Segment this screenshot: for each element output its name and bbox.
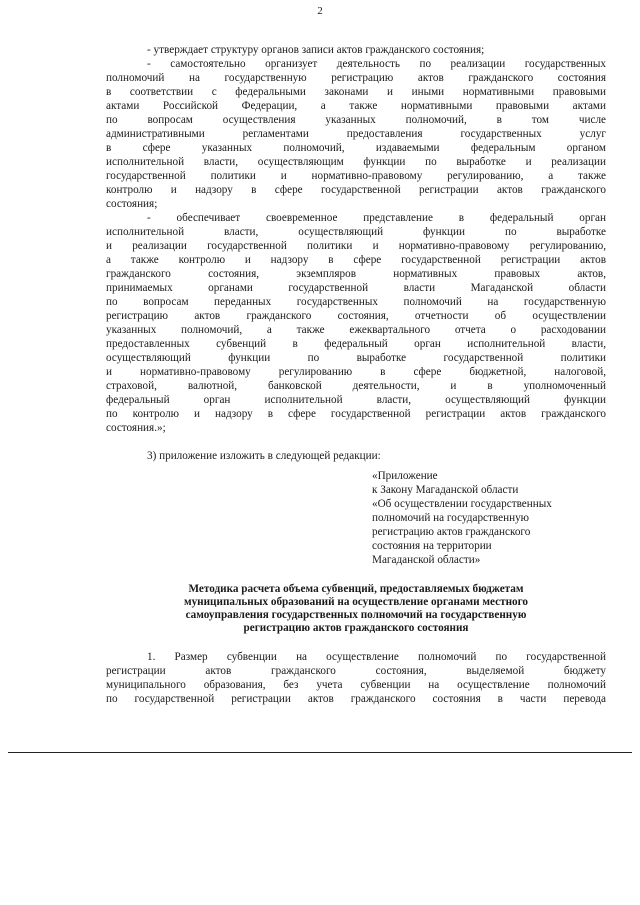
section-heading: регистрацию актов гражданского состояния [243,622,469,634]
text-line: контролю и надзору в сфере государственной регистрации актов гражданского [106,184,606,196]
text-line: 1. Размер субвенции на осуществление полномочий по государственной [147,651,606,663]
appendix-line: регистрацию актов гражданского [372,526,531,538]
text-line: - утверждает структуру органов записи актов гражданского состояния; [147,44,485,56]
text-line: исполнительной власти, осуществляющим функции по выработке и реализации [106,156,606,168]
text-line: состояния; [106,198,158,210]
text-line: - обеспечивает своевременное представление в федеральный орган [147,212,606,224]
text-line: страховой, валютной, банковской деятельности, и в уполномоченный [106,380,606,392]
text-line: государственной политики и нормативно-правовому регулированию, а также [106,170,606,182]
text-line: предоставленных субвенций в федеральный орган исполнительной власти, [106,338,606,350]
section-heading: муниципальных образований на осуществление органами местного [183,596,529,608]
text-line: по вопросам осуществления указанных полномочий, в том числе [106,114,606,126]
text-line: а также контролю и надзору в сфере государственной регистрации актов [106,254,606,266]
text-line: регистрацию актов гражданского состояния, отчетности об осуществлении [106,310,606,322]
appendix-line: «Приложение [372,470,438,482]
text-line: указанных полномочий, а также ежеквартального отчета о расходовании [106,324,606,336]
text-line: и реализации государственной политики и нормативно-правовому регулированию, [106,240,606,252]
appendix-line: Магаданской области» [372,554,481,566]
page-divider [8,752,632,753]
text-line: муниципального образования, без учета субвенции на осуществление полномочий [106,679,606,691]
text-line: гражданского состояния, экземпляров нормативных правовых актов, [106,268,606,280]
text-line: федеральный орган исполнительной власти, осуществляющий функции [106,394,606,406]
appendix-line: «Об осуществлении государственных [372,498,552,510]
text-line: - самостоятельно организует деятельность по реализации государственных [147,58,606,70]
appendix-line: к Закону Магаданской области [372,484,519,496]
text-line: по государственной регистрации актов гражданского состояния в части перевода [106,693,606,705]
text-line: осуществляющий функции по выработке государственной политики [106,352,606,364]
appendix-line: состояния на территории [372,540,492,552]
text-line: полномочий на государственную регистрацию актов гражданского состояния [106,72,606,84]
text-line: состояния.»; [106,422,166,434]
text-line: по контролю и надзору в сфере государственной регистрации актов гражданского [106,408,606,420]
text-line: в сфере указанных полномочий, издаваемыми федеральным органом [106,142,606,154]
text-line: 3) приложение изложить в следующей редакции: [147,450,381,462]
text-line: административными регламентами предоставления государственных услуг [106,128,606,140]
text-line: по вопросам переданных государственных полномочий на государственную [106,296,606,308]
section-heading: Методика расчета объема субвенций, предоставляемых бюджетам [188,583,524,595]
page-number: 2 [317,5,323,17]
text-line: принимаемых органами государственной власти Магаданской области [106,282,606,294]
text-line: регистрации актов гражданского состояния, выделяемой бюджету [106,665,606,677]
text-line: актами Российской Федерации, а также нормативными правовыми актами [106,100,606,112]
text-line: и нормативно-правовому регулированию в сфере бюджетной, налоговой, [106,366,606,378]
text-line: в соответствии с федеральными законами и иными нормативными правовыми [106,86,606,98]
text-line: исполнительной власти, осуществляющий функции по выработке [106,226,606,238]
section-heading: самоуправления государственных полномочий на государственную [185,609,527,621]
appendix-line: полномочий на государственную [372,512,530,524]
